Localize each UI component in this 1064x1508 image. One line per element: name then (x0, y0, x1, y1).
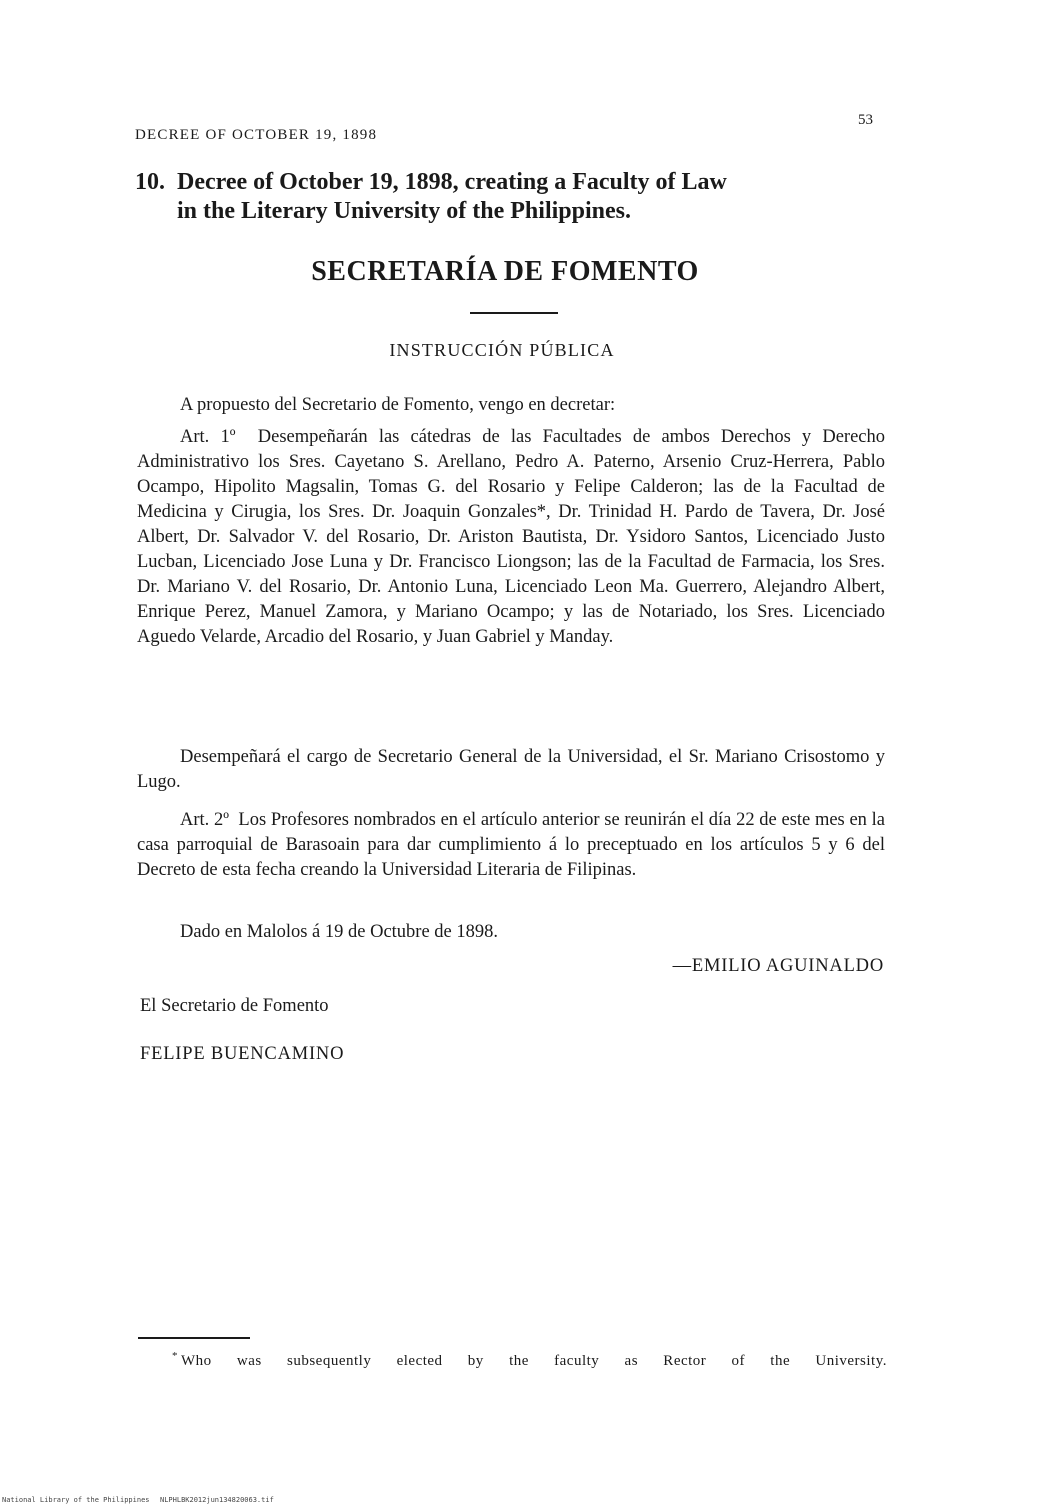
article-1-paragraph (137, 425, 885, 650)
section-heading: SECRETARÍA DE FOMENTO (311, 256, 699, 287)
footnote-text: Who was subsequently elected by the faculty as Rector of the University. (181, 1353, 887, 1369)
secretary-label: El Secretario de Fomento (140, 996, 329, 1016)
title-number: 10. (135, 169, 165, 195)
secretary-name: FELIPE BUENCAMINO (140, 1044, 345, 1064)
document-title (135, 168, 895, 226)
article-1-text: Desempeñarán las cátedras de las Facultades de ambos Derechos y Derecho Administrativo los Sres. Cayetano S. Arellano, Pedro A. Paterno, Arsenio Cruz-Herrera, Pablo Ocampo, Hipolito Magsalin, Tomas G. del Rosario y Felipe Calderon; las de la Facultad de Medicina y Cirugia, los Sres. Dr. Joaquin Gonzales*, Dr. Trinidad H. Pardo de Tavera, Dr. José Albert, Dr. Salvador V. del Rosario, Dr. Ariston Bautista, Dr. Ysidoro Santos, Licenciado Justo Lucban, Licenciado Jose Luna y Dr. Francisco Liongson; las de la Facultad de Farmacia, los Sres. Dr. Mariano V. del Rosario, Dr. Antonio Luna, Licenciado Leon Ma. Guerrero, Alejandro Albert, Enrique Perez, Manuel Zamora, y Mariano Ocampo; y las de Notariado, los Sres. Licenciado Aguedo Velarde, Arcadio del Rosario, y Juan Gabriel y Manday. (137, 427, 885, 647)
signature: —EMILIO AGUINALDO (672, 956, 884, 976)
section-subheading: INSTRUCCIÓN PÚBLICA (389, 340, 615, 360)
article-1-label: Art. 1º (180, 427, 236, 447)
running-head: DECREE OF OCTOBER 19, 1898 (135, 127, 378, 143)
scan-footer-library: National Library of the Philippines (2, 1496, 150, 1504)
footnote-mark: * (172, 1350, 178, 1362)
article-2-label: Art. 2º (180, 810, 229, 830)
article-2-paragraph (137, 808, 885, 883)
secretary-general-paragraph: Desempeñará el cargo de Secretario General de la Universidad, el Sr. Mariano Crisostomo y Lugo. (137, 747, 885, 792)
intro-paragraph: A propuesto del Secretario de Fomento, vengo en decretar: (180, 395, 616, 415)
title-line-1: Decree of October 19, 1898, creating a Faculty of Law (177, 169, 727, 195)
heading-rule (470, 312, 558, 314)
page-number: 53 (858, 112, 873, 128)
article-2-text: Los Profesores nombrados en el artículo anterior se reunirán el día 22 de este mes en la casa parroquial de Barasoain para dar cumplimiento á lo preceptuado en los artículos 5 y 6 del Decreto de esta fecha creando la Universidad Literaria de Filipinas. (137, 810, 885, 880)
title-line-2: in the Literary University of the Philippines. (177, 198, 631, 224)
dated-line: Dado en Malolos á 19 de Octubre de 1898. (180, 922, 499, 942)
scan-footer-code: NLPHLBK2012jun134820063.tif (160, 1496, 274, 1504)
footnote (172, 1350, 887, 1370)
footnote-rule (138, 1337, 250, 1339)
